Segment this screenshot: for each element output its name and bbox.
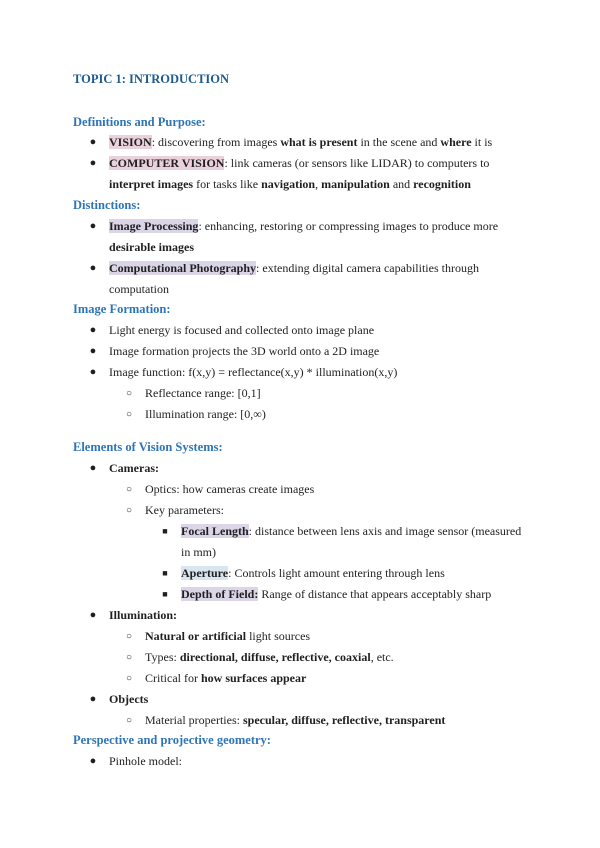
list-item-objects: ● Objects: [73, 689, 543, 710]
list-item-aperture: ■ Aperture: Controls light amount entering through lens: [73, 563, 543, 584]
list-item: ● Image formation projects the 3D world onto a 2D image: [73, 341, 543, 362]
circle-bullet-icon: ○: [125, 715, 133, 726]
heading-distinctions: Distinctions:: [73, 198, 141, 212]
heading-elements: Elements of Vision Systems:: [73, 440, 223, 454]
list-item-depth-of-field: ■ Depth of Field: Range of distance that appears acceptably sharp: [73, 584, 543, 605]
bullet-icon: ●: [89, 157, 97, 169]
circle-bullet-icon: ○: [125, 388, 133, 399]
bullet-icon: ●: [89, 366, 97, 378]
list-item-key-parameters: ○ Key parameters:: [73, 500, 543, 521]
elements-list: [73, 458, 543, 731]
bullet-icon: ●: [89, 755, 97, 767]
bullet-icon: ●: [89, 462, 97, 474]
list-item-cameras: ● Cameras:: [73, 458, 543, 479]
circle-bullet-icon: ○: [125, 631, 133, 642]
bullet-icon: ●: [89, 609, 97, 621]
circle-bullet-icon: ○: [125, 673, 133, 684]
list-item: ● Image function: f(x,y) = reflectance(x,y) * illumination(x,y): [73, 362, 543, 383]
list-item-illumination: ○ Illumination range: [0,∞): [73, 404, 543, 425]
list-item-light-sources: ○ Natural or artificial light sources: [73, 626, 543, 647]
formation-list: [73, 320, 543, 425]
list-item-focal-length: ■ Focal Length: distance between lens axis and image sensor (measured in mm): [73, 521, 543, 563]
circle-bullet-icon: ○: [125, 505, 133, 516]
distinctions-list: [73, 216, 543, 300]
list-item-material: ○ Material properties: specular, diffuse, reflective, transparent: [73, 710, 543, 731]
circle-bullet-icon: ○: [125, 409, 133, 420]
list-item-computational-photography: ● Computational Photography: extending digital camera capabilities through computation: [73, 258, 543, 300]
square-bullet-icon: ■: [162, 568, 168, 578]
square-bullet-icon: ■: [162, 589, 168, 599]
definitions-list: [73, 132, 543, 195]
heading-perspective: Perspective and projective geometry:: [73, 733, 271, 747]
bullet-icon: ●: [89, 324, 97, 336]
bullet-icon: ●: [89, 345, 97, 357]
circle-bullet-icon: ○: [125, 484, 133, 495]
bullet-icon: ●: [89, 262, 97, 274]
bullet-icon: ●: [89, 220, 97, 232]
list-item-illumination: ● Illumination:: [73, 605, 543, 626]
list-item-image-processing: ● Image Processing: enhancing, restoring or compressing images to produce more desirable images: [73, 216, 543, 258]
heading-image-formation: Image Formation:: [73, 302, 171, 316]
list-item: ● Light energy is focused and collected onto image plane: [73, 320, 543, 341]
list-item-optics: ○ Optics: how cameras create images: [73, 479, 543, 500]
list-item-types: ○ Types: directional, diffuse, reflective, coaxial, etc.: [73, 647, 543, 668]
perspective-list: [73, 751, 543, 772]
list-item-computer-vision: ● COMPUTER VISION: link cameras (or sensors like LIDAR) to computers to interpret images for tasks like navigation, manipulation and recognition: [73, 153, 543, 195]
bullet-icon: ●: [89, 693, 97, 705]
list-item-pinhole: ● Pinhole model:: [73, 751, 543, 772]
list-item-vision: ● VISION: discovering from images what is present in the scene and where it is: [73, 132, 543, 153]
page-title: TOPIC 1: INTRODUCTION: [73, 72, 230, 86]
square-bullet-icon: ■: [162, 526, 168, 536]
bullet-icon: ●: [89, 136, 97, 148]
circle-bullet-icon: ○: [125, 652, 133, 663]
list-item-reflectance: ○ Reflectance range: [0,1]: [73, 383, 543, 404]
list-item-critical: ○ Critical for how surfaces appear: [73, 668, 543, 689]
heading-definitions: Definitions and Purpose:: [73, 115, 206, 129]
